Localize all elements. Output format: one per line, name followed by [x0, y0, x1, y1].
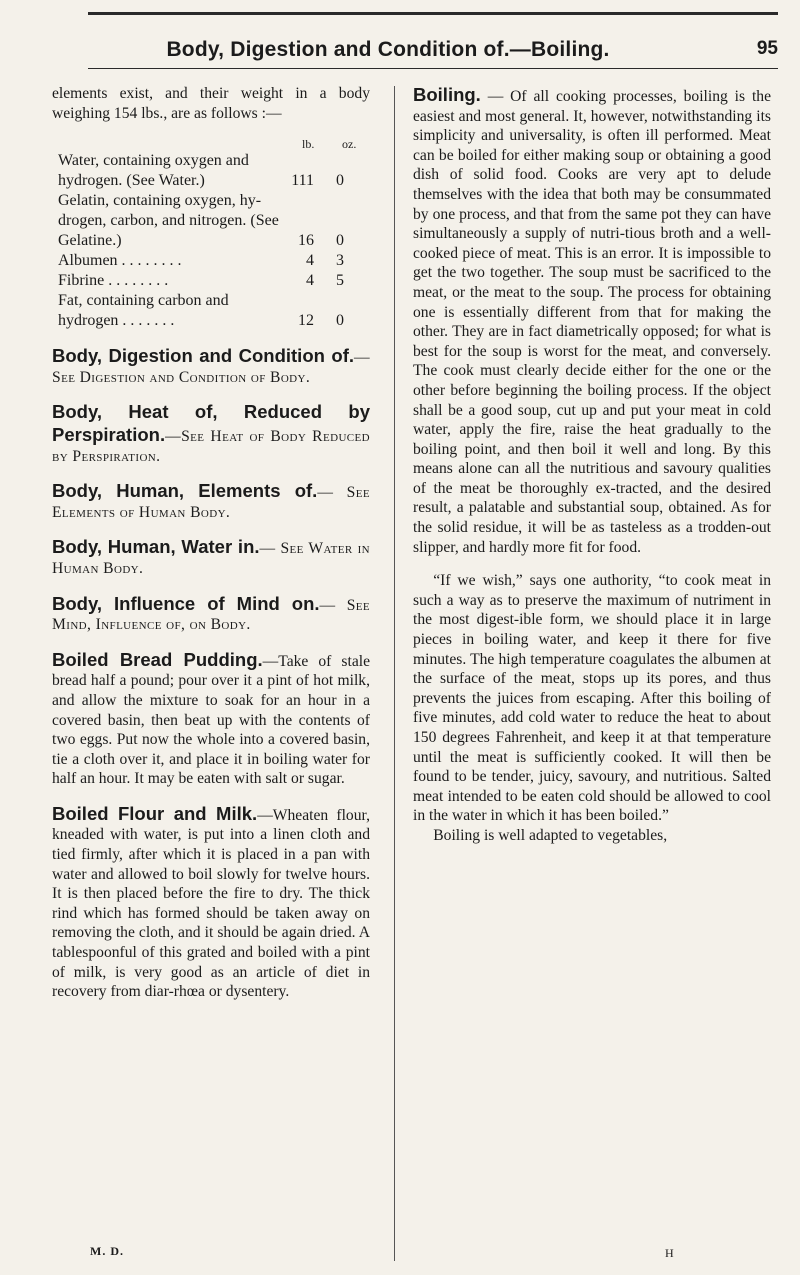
unit-lb: lb. — [302, 137, 315, 152]
component-name: Albumen . . . . . . . . — [58, 252, 182, 270]
composition-row — [58, 291, 370, 331]
running-title: Body, Digestion and Condition of.—Boiling. — [166, 38, 610, 61]
entry-text: —See Heat of Body Reduced by Perspiration. — [52, 427, 370, 465]
component-oz: 3 — [336, 252, 344, 270]
entry-headword: Boiling. — [413, 84, 481, 105]
entry-headword: Boiled Bread Pudding. — [52, 648, 263, 670]
entry-text: —See Digestion and Condition of Body. — [52, 349, 370, 386]
dictionary-entry — [52, 401, 370, 466]
quotation-paragraph: “If we wish,” says one authority, “to cook meat in such a way as to preserve the maximum of nutriment in the most digest-ible form, we should place it in large pieces in boiling water, and keep it there for five minutes. The high temperature coagulates the albumen at the surface of the meat, stops up its pores, and thus prevents the juices from escaping. After this boiling of five minutes, add cold water to reduce the heat to about 150 degrees Fahrenheit, and keep it at that temperature until the meat is sufficiently cooked. It will then be found to be tender, juicy, savoury, and nutritious. Salted meat intended to be eaten cold should be allowed to cool in the water in which it has been boiled.” — [413, 572, 771, 825]
entry-text: —Take of stale bread half a pound; pour over it a pint of hot milk, and allow the mixture to soak for an hour in a covered basin, then beat up with the contents of two eggs. Put now the whole into a covered basin, tie a cloth over it, and place it in boiling water for half an hour. It may be eaten with salt or sugar. — [52, 652, 370, 788]
component-lb: 12 — [298, 312, 314, 330]
entry-text: —Wheaten flour, kneaded with water, is put into a linen cloth and tied firmly, after which it is placed in a pan with water and allowed to boil slowly for twelve hours. It is then placed before the fire to dry. The thick rind which has formed should be taken away on removing the cloth, and it should be again dried. A tablespoonful of this grated and boiled with a pint of milk, is very good as an article of diet in recovery from diar-rhœa or dysentery. — [52, 806, 370, 1001]
entry-headword: Body, Human, Water in. — [52, 536, 260, 558]
entry-headword: Boiled Flour and Milk. — [52, 802, 258, 824]
entry-text: — See Water in Human Body. — [52, 540, 370, 577]
component-name: Fibrine . . . . . . . . — [58, 272, 169, 290]
component-oz: 5 — [336, 272, 344, 290]
dictionary-entry — [52, 649, 370, 789]
component-name: Gelatin, containing oxygen, hy-drogen, carbon, and nitrogen. (See Gelatine.) — [58, 192, 279, 250]
entry-text: — Of all cooking processes, boiling is the easiest and most general. It, however, notwithstanding its simplicity and universality, is often ill performed. Meat can be boiled for either making soup or obtaining a good dish of solid food. Cooks are very apt to delude themselves with the idea that both may be consummated by one process, and that from the same pot they can have simultaneously a supply of nutri-tious broth and a well-cooked piece of meat. This is an error. It is impossible to get the two together. The soup must be sacrificed to the meat, or the meat to the soup. The process for obtaining one is essentially different from that for making the other. They are in fact diametrically opposed; for what is best for the soup is worst for the meat, and conversely. The cook must clearly decide either for the one or the other before beginning the boiling process. If the object shall be a good soup, cut up and put your meat in cold water, apply the fire, raise the heat gradually to the boiling point, and then boil it well and long. By this means alone can all the nutritious and savoury qualities of the meat be thoroughly ex-tracted, and the desired result, a palatable and substantial soup, obtained. As for the solid residue, it will be as tasteless as a trodden-out slipper, and hardly more fit for food. — [413, 88, 771, 556]
running-head — [88, 38, 778, 69]
composition-row — [58, 271, 370, 291]
dictionary-entry — [52, 593, 370, 635]
page-number: 95 — [756, 38, 778, 59]
entry-headword: Body, Human, Elements of. — [52, 480, 318, 502]
component-lb: 4 — [306, 252, 314, 270]
dictionary-entry — [52, 345, 370, 387]
unit-oz: oz. — [342, 137, 357, 152]
left-column — [52, 84, 370, 1016]
entry-headword: Body, Heat of, Reduced by Perspiration. — [52, 401, 370, 445]
entry-headword: Body, Influence of Mind on. — [52, 592, 320, 614]
component-lb: 16 — [298, 232, 314, 250]
intro-paragraph: elements exist, and their weight in a body weighing 154 lbs., are as follows :— — [52, 85, 370, 122]
component-oz: 0 — [336, 312, 344, 330]
composition-row — [58, 151, 370, 191]
entry-headword: Body, Digestion and Condition of. — [52, 345, 354, 367]
right-column — [413, 84, 771, 860]
entry-text: — See Elements of Human Body. — [52, 484, 370, 521]
composition-units — [58, 137, 370, 151]
boiling-entry — [413, 84, 771, 557]
column-divider — [394, 86, 395, 1261]
component-lb: 4 — [306, 272, 314, 290]
entry-text: — See Mind, Influence of, on Body. — [52, 596, 371, 634]
signature-mark-right: H — [665, 1246, 674, 1260]
component-oz: 0 — [336, 232, 344, 250]
dictionary-entry — [52, 536, 370, 578]
continuation-paragraph: Boiling is well adapted to vegetables, — [433, 826, 668, 844]
composition-row — [58, 191, 370, 251]
dictionary-entry — [52, 803, 370, 1002]
top-rule — [88, 12, 778, 15]
component-name: Fat, containing carbon and hydrogen . . . . . . . — [58, 292, 229, 330]
composition-table — [52, 137, 370, 331]
signature-mark-left: M. D. — [90, 1244, 124, 1258]
component-lb: 111 — [291, 172, 314, 190]
component-oz: 0 — [336, 172, 344, 190]
dictionary-entry — [52, 480, 370, 522]
composition-row — [58, 251, 370, 271]
component-name: Water, containing oxygen and hydrogen. (See Water.) — [58, 152, 249, 190]
